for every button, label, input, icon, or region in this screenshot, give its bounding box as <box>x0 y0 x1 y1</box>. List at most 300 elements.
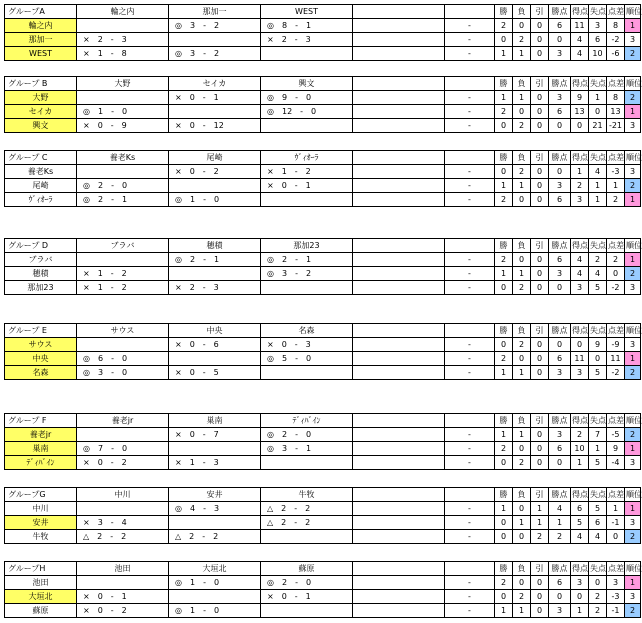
header-stat-label: 勝点 <box>549 5 571 19</box>
group-header-row <box>5 151 641 165</box>
stat-value: 0 <box>531 456 549 470</box>
stat-value: -2 <box>607 33 625 47</box>
stat-value: 0 <box>549 33 571 47</box>
stat-value: 0 <box>531 604 549 618</box>
header-stat-label: 引 <box>531 414 549 428</box>
header-stat-label: 順位 <box>625 324 641 338</box>
match-result: × 0 - 6 <box>169 338 261 352</box>
stat-value: 3 <box>549 47 571 61</box>
match-result <box>261 119 353 133</box>
row-team-name: 養老jr <box>5 428 77 442</box>
match-result: × 2 - 3 <box>77 33 169 47</box>
stat-value: 10 <box>589 47 607 61</box>
stat-value: 3 <box>571 281 589 295</box>
header-stat-label: 勝点 <box>549 324 571 338</box>
group-header-row <box>5 239 641 253</box>
stat-value: 4 <box>571 47 589 61</box>
header-team-name: 牛牧 <box>261 488 353 502</box>
match-result <box>261 366 353 380</box>
rank-value: 3 <box>625 281 641 295</box>
blank-cell <box>353 47 445 61</box>
header-stat-label: 負 <box>513 239 531 253</box>
stat-value: 3 <box>549 366 571 380</box>
header-stat-label: 得点 <box>571 239 589 253</box>
blank-cell <box>353 281 445 295</box>
header-blank <box>445 5 495 19</box>
dash-cell: - <box>445 119 495 133</box>
stat-value: 4 <box>571 267 589 281</box>
header-stat-label: 負 <box>513 562 531 576</box>
header-blank <box>353 5 445 19</box>
stat-value: 0 <box>531 19 549 33</box>
table-row <box>5 33 641 47</box>
stat-value: 6 <box>549 576 571 590</box>
header-blank <box>445 77 495 91</box>
table-row <box>5 119 641 133</box>
stat-value: 0 <box>513 352 531 366</box>
row-team-name: 池田 <box>5 576 77 590</box>
dash-cell: - <box>445 502 495 516</box>
stat-value: 1 <box>513 47 531 61</box>
header-stat-label: 勝点 <box>549 239 571 253</box>
row-team-name: 穂積 <box>5 267 77 281</box>
group-name: グループ C <box>5 151 77 165</box>
match-result: × 0 - 1 <box>261 590 353 604</box>
stat-value: 2 <box>571 428 589 442</box>
header-stat-label: 得点 <box>571 414 589 428</box>
stat-value: 0 <box>495 530 513 544</box>
header-stat-label: 負 <box>513 488 531 502</box>
match-result: △ 2 - 2 <box>77 530 169 544</box>
header-team-name: 尾崎 <box>169 151 261 165</box>
match-result: ◎ 2 - 0 <box>261 428 353 442</box>
stat-value: 0 <box>607 267 625 281</box>
rank-value: 3 <box>625 456 641 470</box>
table-row <box>5 366 641 380</box>
table-row <box>5 604 641 618</box>
header-stat-label: 順位 <box>625 239 641 253</box>
rank-value: 2 <box>625 179 641 193</box>
table-row <box>5 456 641 470</box>
row-team-name: 那加23 <box>5 281 77 295</box>
match-result: × 0 - 1 <box>77 590 169 604</box>
match-result: ◎ 2 - 0 <box>261 576 353 590</box>
blank-cell <box>353 33 445 47</box>
match-result: × 1 - 2 <box>77 267 169 281</box>
header-team-name: ブラバ <box>77 239 169 253</box>
match-result <box>169 442 261 456</box>
group-name: グループH <box>5 562 77 576</box>
stat-value: 0 <box>513 253 531 267</box>
header-stat-label: 勝 <box>495 151 513 165</box>
dash-cell: - <box>445 165 495 179</box>
header-team-name: 巣南 <box>169 414 261 428</box>
stat-value: 0 <box>549 119 571 133</box>
blank-cell <box>353 502 445 516</box>
table-row <box>5 338 641 352</box>
header-stat-label: 失点 <box>589 5 607 19</box>
stat-value: 9 <box>589 338 607 352</box>
stat-value: 1 <box>495 47 513 61</box>
group-table <box>4 561 641 618</box>
match-result: × 0 - 5 <box>169 366 261 380</box>
blank-cell <box>353 530 445 544</box>
header-team-name: ｳﾞｨｵｰﾗ <box>261 151 353 165</box>
row-team-name: 大野 <box>5 91 77 105</box>
match-result <box>169 267 261 281</box>
header-team-name: 池田 <box>77 562 169 576</box>
match-result: ◎ 4 - 3 <box>169 502 261 516</box>
header-stat-label: 勝点 <box>549 151 571 165</box>
stat-value: 6 <box>549 442 571 456</box>
blank-cell <box>353 352 445 366</box>
stat-value: 5 <box>589 281 607 295</box>
stat-value: 9 <box>571 91 589 105</box>
header-stat-label: 勝 <box>495 324 513 338</box>
stat-value: 1 <box>549 516 571 530</box>
stat-value: 2 <box>495 19 513 33</box>
dash-cell: - <box>445 442 495 456</box>
stat-value: 2 <box>513 456 531 470</box>
header-blank <box>353 239 445 253</box>
stat-value: 11 <box>607 352 625 366</box>
dash-cell: - <box>445 47 495 61</box>
stat-value: 1 <box>571 456 589 470</box>
match-result: ◎ 12 - 0 <box>261 105 353 119</box>
group-table <box>4 150 641 207</box>
match-result: × 0 - 1 <box>261 179 353 193</box>
header-stat-label: 失点 <box>589 77 607 91</box>
match-result <box>77 502 169 516</box>
row-team-name: 安井 <box>5 516 77 530</box>
header-blank <box>445 562 495 576</box>
match-result: × 0 - 2 <box>77 604 169 618</box>
match-result <box>77 253 169 267</box>
stat-value: -3 <box>607 590 625 604</box>
header-blank <box>353 488 445 502</box>
match-result: ◎ 3 - 2 <box>169 47 261 61</box>
header-team-name: 安井 <box>169 488 261 502</box>
stat-value: 11 <box>571 19 589 33</box>
match-result <box>169 352 261 366</box>
stat-value: 0 <box>513 105 531 119</box>
table-row <box>5 352 641 366</box>
group-name: グループ B <box>5 77 77 91</box>
group-name: グループ F <box>5 414 77 428</box>
match-result <box>77 576 169 590</box>
stat-value: 2 <box>513 590 531 604</box>
stat-value: -4 <box>607 456 625 470</box>
match-result <box>77 91 169 105</box>
match-result <box>261 456 353 470</box>
match-result: × 2 - 3 <box>261 33 353 47</box>
header-stat-label: 得点 <box>571 77 589 91</box>
stat-value: 3 <box>549 179 571 193</box>
table-row <box>5 91 641 105</box>
table-row <box>5 516 641 530</box>
stat-value: 1 <box>607 179 625 193</box>
stat-value: 1 <box>495 366 513 380</box>
stat-value: 8 <box>607 19 625 33</box>
header-stat-label: 勝 <box>495 77 513 91</box>
header-team-name: 蘇原 <box>261 562 353 576</box>
stat-value: 1 <box>531 502 549 516</box>
stat-value: 3 <box>571 576 589 590</box>
header-team-name: WEST <box>261 5 353 19</box>
match-result: ◎ 7 - 0 <box>77 442 169 456</box>
stat-value: 11 <box>571 352 589 366</box>
header-team-name: 中川 <box>77 488 169 502</box>
stat-value: 6 <box>549 105 571 119</box>
header-blank <box>353 414 445 428</box>
stat-value: -3 <box>607 165 625 179</box>
group-header-row <box>5 488 641 502</box>
stat-value: 1 <box>495 502 513 516</box>
header-blank <box>445 324 495 338</box>
match-result: ◎ 1 - 0 <box>169 604 261 618</box>
dash-cell: - <box>445 179 495 193</box>
stat-value: 1 <box>495 179 513 193</box>
header-team-name: サウス <box>77 324 169 338</box>
stat-value: 1 <box>495 267 513 281</box>
stat-value: 0 <box>531 179 549 193</box>
blank-cell <box>353 165 445 179</box>
group-header-row <box>5 324 641 338</box>
header-team-name: 養老Ks <box>77 151 169 165</box>
match-result: × 0 - 2 <box>169 165 261 179</box>
blank-cell <box>353 105 445 119</box>
table-row <box>5 590 641 604</box>
dash-cell: - <box>445 576 495 590</box>
row-team-name: サウス <box>5 338 77 352</box>
match-result <box>169 105 261 119</box>
header-blank <box>353 562 445 576</box>
group-name: グループG <box>5 488 77 502</box>
stat-value: 5 <box>589 502 607 516</box>
header-team-name: 穂積 <box>169 239 261 253</box>
stat-value: -9 <box>607 338 625 352</box>
header-stat-label: 失点 <box>589 414 607 428</box>
header-stat-label: 負 <box>513 414 531 428</box>
header-team-name: 大野 <box>77 77 169 91</box>
stat-value: -2 <box>607 281 625 295</box>
stat-value: 2 <box>531 530 549 544</box>
stat-value: 2 <box>513 338 531 352</box>
stat-value: 0 <box>531 428 549 442</box>
header-stat-label: 点差 <box>607 5 625 19</box>
stat-value: 1 <box>571 165 589 179</box>
header-stat-label: 点差 <box>607 77 625 91</box>
stat-value: 3 <box>549 91 571 105</box>
match-result <box>77 165 169 179</box>
rank-value: 2 <box>625 530 641 544</box>
stat-value: 0 <box>549 165 571 179</box>
stat-value: 1 <box>513 604 531 618</box>
table-row <box>5 253 641 267</box>
match-result: ◎ 1 - 0 <box>169 576 261 590</box>
stat-value: 6 <box>549 352 571 366</box>
row-team-name: 輪之内 <box>5 19 77 33</box>
stat-value: 0 <box>531 105 549 119</box>
stat-value: 1 <box>531 516 549 530</box>
match-result: × 3 - 4 <box>77 516 169 530</box>
dash-cell: - <box>445 530 495 544</box>
stat-value: 0 <box>589 352 607 366</box>
stat-value: 0 <box>495 516 513 530</box>
stat-value: 1 <box>513 516 531 530</box>
match-result: △ 2 - 2 <box>261 502 353 516</box>
match-result <box>169 590 261 604</box>
header-team-name: ﾃﾞｨﾊﾞｲﾝ <box>261 414 353 428</box>
row-team-name: 興文 <box>5 119 77 133</box>
match-result: ◎ 3 - 1 <box>261 442 353 456</box>
dash-cell: - <box>445 253 495 267</box>
header-team-name: 名森 <box>261 324 353 338</box>
table-row <box>5 267 641 281</box>
header-stat-label: 勝 <box>495 488 513 502</box>
stat-value: 7 <box>589 428 607 442</box>
rank-value: 1 <box>625 352 641 366</box>
stat-value: 2 <box>589 590 607 604</box>
header-stat-label: 引 <box>531 488 549 502</box>
stat-value: 4 <box>589 267 607 281</box>
match-result <box>169 179 261 193</box>
stat-value: 2 <box>495 442 513 456</box>
stat-value: 1 <box>589 193 607 207</box>
header-stat-label: 順位 <box>625 5 641 19</box>
row-team-name: ブラバ <box>5 253 77 267</box>
header-team-name: 養老jr <box>77 414 169 428</box>
stat-value: -1 <box>607 516 625 530</box>
row-team-name: 那加一 <box>5 33 77 47</box>
stat-value: 1 <box>495 91 513 105</box>
header-stat-label: 負 <box>513 324 531 338</box>
blank-cell <box>353 366 445 380</box>
header-stat-label: 引 <box>531 239 549 253</box>
rank-value: 3 <box>625 338 641 352</box>
stat-value: 6 <box>549 19 571 33</box>
stat-value: 13 <box>607 105 625 119</box>
header-stat-label: 順位 <box>625 151 641 165</box>
match-result: × 0 - 3 <box>261 338 353 352</box>
table-row <box>5 165 641 179</box>
header-team-name: 那加23 <box>261 239 353 253</box>
stat-value: 0 <box>571 338 589 352</box>
stat-value: 2 <box>607 253 625 267</box>
stat-value: 0 <box>549 456 571 470</box>
group-name: グループA <box>5 5 77 19</box>
header-stat-label: 負 <box>513 5 531 19</box>
rank-value: 2 <box>625 47 641 61</box>
header-stat-label: 得点 <box>571 151 589 165</box>
group-header-row <box>5 562 641 576</box>
stat-value: 1 <box>513 366 531 380</box>
stat-value: 0 <box>531 267 549 281</box>
stat-value: 0 <box>495 456 513 470</box>
row-team-name: 中川 <box>5 502 77 516</box>
stat-value: 21 <box>589 119 607 133</box>
table-row <box>5 47 641 61</box>
match-result: × 1 - 8 <box>77 47 169 61</box>
row-team-name: 中央 <box>5 352 77 366</box>
group-header-row <box>5 414 641 428</box>
group-name: グループ D <box>5 239 77 253</box>
stat-value: 0 <box>513 19 531 33</box>
group-table <box>4 238 641 295</box>
stat-value: 0 <box>513 193 531 207</box>
match-result: ◎ 5 - 0 <box>261 352 353 366</box>
stat-value: 0 <box>495 338 513 352</box>
row-team-name: 名森 <box>5 366 77 380</box>
stat-value: 0 <box>571 119 589 133</box>
blank-cell <box>353 590 445 604</box>
dash-cell: - <box>445 428 495 442</box>
header-stat-label: 順位 <box>625 414 641 428</box>
header-blank <box>445 488 495 502</box>
rank-value: 2 <box>625 604 641 618</box>
header-stat-label: 勝点 <box>549 488 571 502</box>
stat-value: 3 <box>549 428 571 442</box>
rank-value: 3 <box>625 590 641 604</box>
table-row <box>5 442 641 456</box>
blank-cell <box>353 193 445 207</box>
match-result: ◎ 2 - 1 <box>77 193 169 207</box>
table-row <box>5 576 641 590</box>
header-stat-label: 勝 <box>495 239 513 253</box>
stat-value: 5 <box>589 456 607 470</box>
row-team-name: 養老Ks <box>5 165 77 179</box>
stat-value: -5 <box>607 428 625 442</box>
blank-cell <box>353 338 445 352</box>
stat-value: 2 <box>495 352 513 366</box>
rank-value: 1 <box>625 442 641 456</box>
match-result: ◎ 3 - 2 <box>261 267 353 281</box>
stat-value: 0 <box>531 47 549 61</box>
stat-value: 3 <box>589 19 607 33</box>
blank-cell <box>353 91 445 105</box>
stat-value: 0 <box>531 338 549 352</box>
header-team-name: 輪之内 <box>77 5 169 19</box>
header-team-name: セイカ <box>169 77 261 91</box>
blank-cell <box>353 179 445 193</box>
stat-value: 0 <box>531 193 549 207</box>
stat-value: 0 <box>531 253 549 267</box>
stat-value: 0 <box>571 590 589 604</box>
header-team-name: 那加一 <box>169 5 261 19</box>
stat-value: 0 <box>495 33 513 47</box>
stat-value: 3 <box>571 193 589 207</box>
header-stat-label: 勝点 <box>549 414 571 428</box>
header-stat-label: 失点 <box>589 151 607 165</box>
stat-value: 0 <box>531 119 549 133</box>
stat-value: 2 <box>495 105 513 119</box>
match-result <box>261 530 353 544</box>
header-stat-label: 勝 <box>495 5 513 19</box>
rank-value: 3 <box>625 119 641 133</box>
stat-value: 0 <box>531 165 549 179</box>
header-blank <box>353 77 445 91</box>
blank-cell <box>353 19 445 33</box>
header-stat-label: 失点 <box>589 488 607 502</box>
dash-cell: - <box>445 590 495 604</box>
match-result: × 0 - 1 <box>169 91 261 105</box>
stat-value: -2 <box>607 366 625 380</box>
match-result: ◎ 3 - 0 <box>77 366 169 380</box>
match-result: × 0 - 7 <box>169 428 261 442</box>
dash-cell: - <box>445 19 495 33</box>
stat-value: 4 <box>589 530 607 544</box>
stat-value: 2 <box>513 33 531 47</box>
